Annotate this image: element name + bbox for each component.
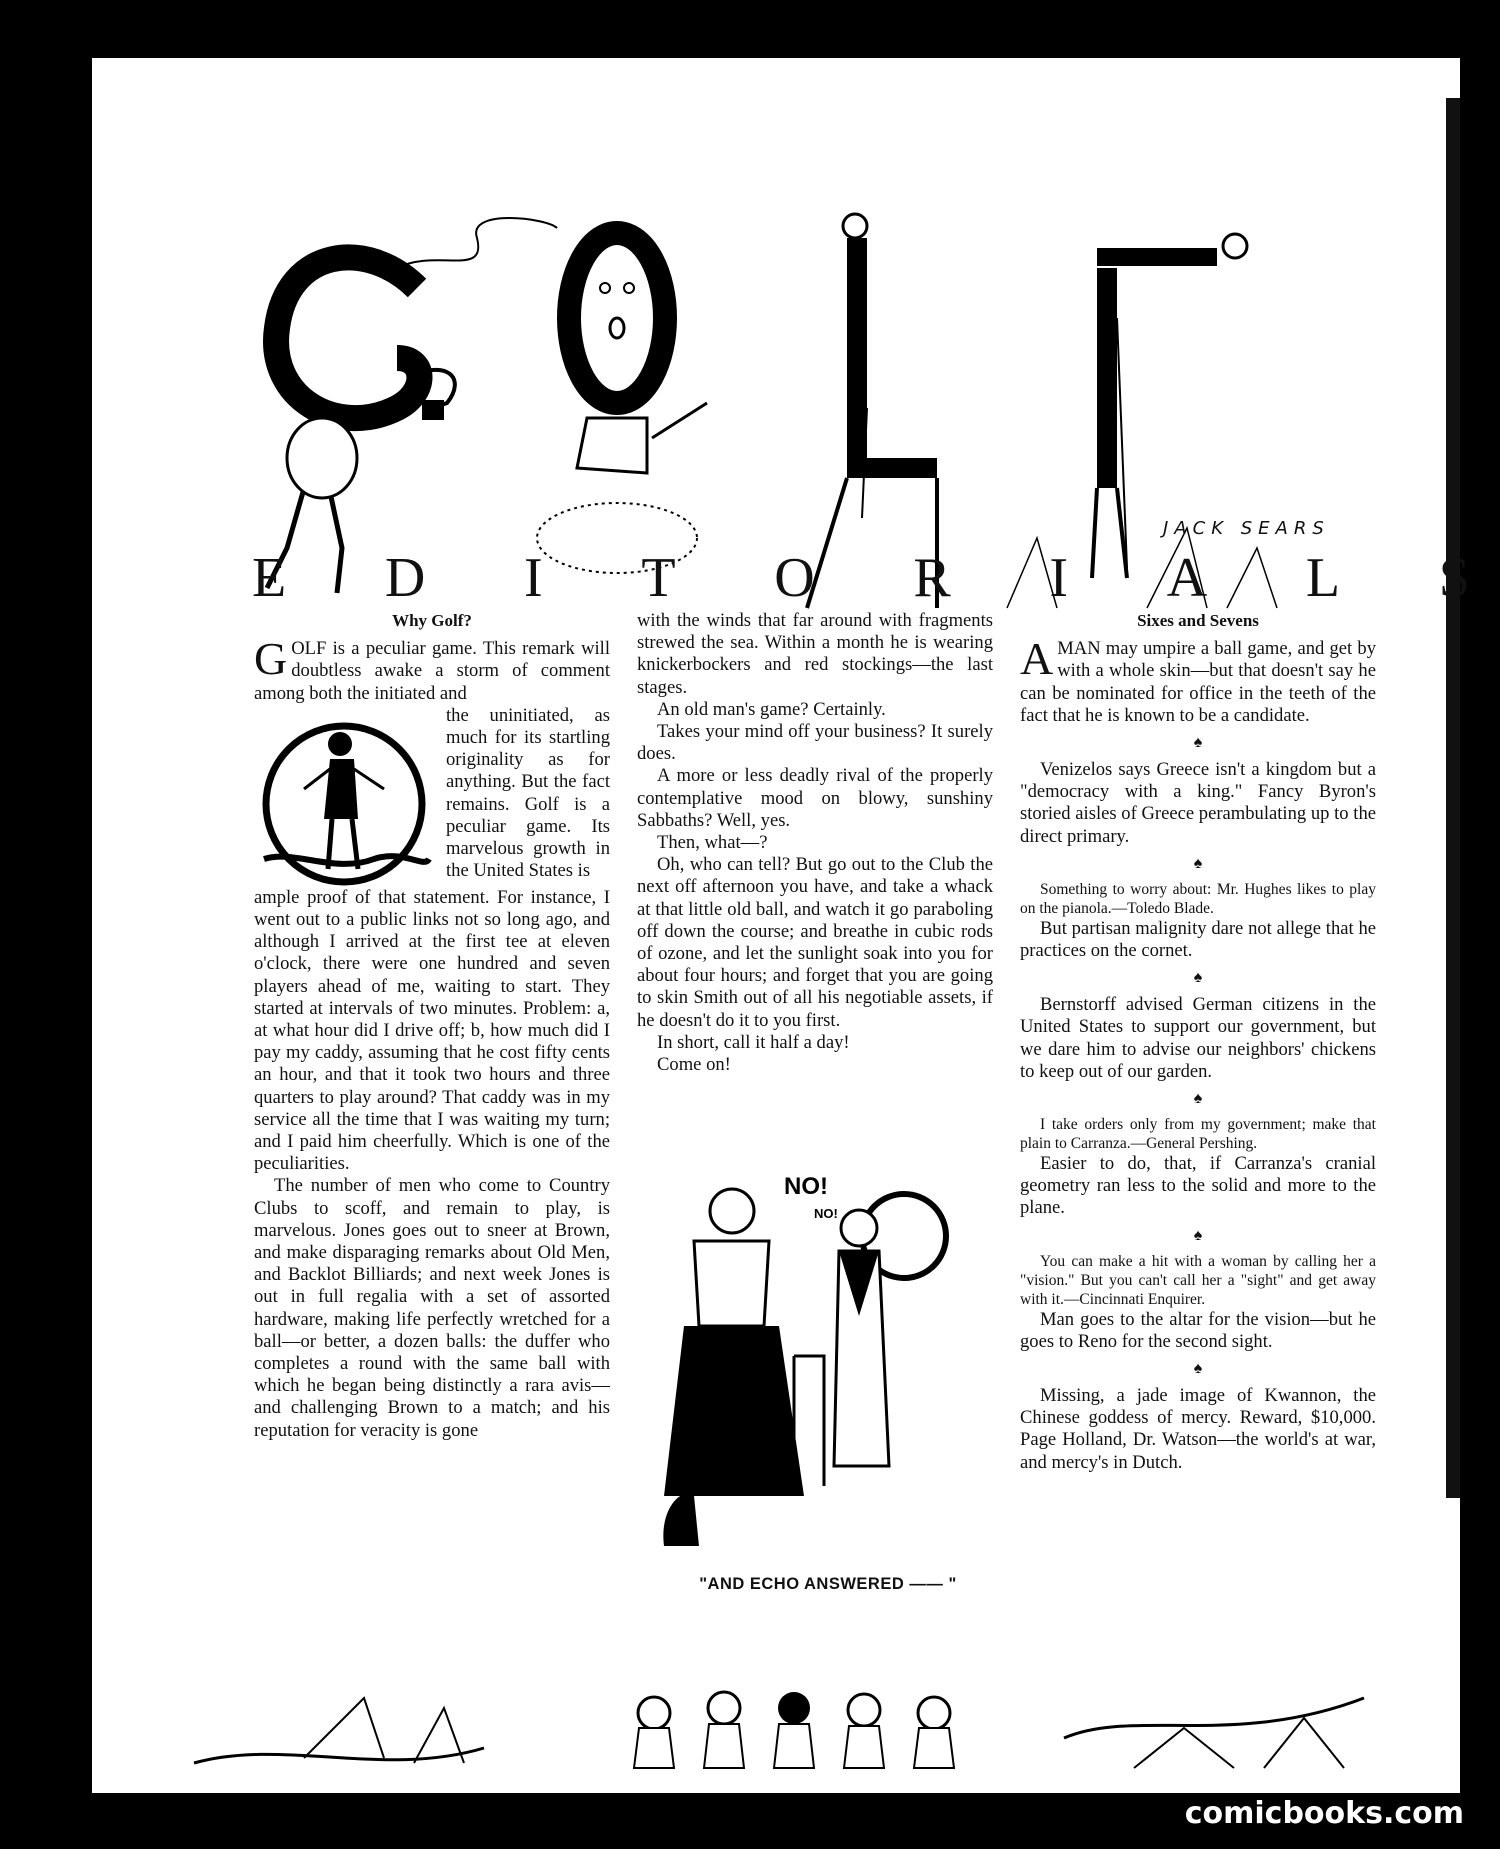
- paragraph: Bernstorff advised German citizens in the United States to support our government, but we dare him to advise our neighbors' chickens to keep out of our garden.: [1020, 994, 1376, 1082]
- paragraph: ample proof of that statement. For instance, I went out to a public links not so long ago, and although I arrived at the first tee at eleven o'clock, there were one hundred and seven players ahead of me, waiting to start. They started at intervals of two minutes. Problem: a, at what hour did I drive off; b, how much did I pay my caddy, assuming that he cost fifty cents an hour, and that it took two hours and three quarters to play around? That caddy was in my service all the time that I was waiting my turn; and I paid him cheerfully. Which is one of the peculiarities.: [254, 886, 610, 1175]
- column-sixes-and-sevens: [1020, 610, 1376, 1474]
- heading-letter: D: [384, 547, 428, 609]
- paragraph: The number of men who come to Country Clubs to scoff, and remain to play, is marvelous. Jones goes out to sneer at Brown, and make disparaging remarks about Old Men, and Backlot Billiards; and next week Jones is out in full regalia with a set of assorted hardware, making life perfectly wretched for a ball—or better, a dozen balls: the duffer who completes a round with the same ball with which he began being distinctly a rara avis—and challenging Brown to a match; and his reputation for veracity is gone: [254, 1175, 610, 1441]
- spade-separator: ♠: [1193, 1226, 1203, 1244]
- bather-illustration: [254, 709, 436, 887]
- spade-separator: ♠: [1193, 854, 1203, 872]
- paragraph: Oh, who can tell? But go out to the Club the next off afternoon you have, and take a whack at that little old ball, and watch it go paraboling off down the course; and breathe in cubic rods of ozone, and let the sunlight soak into you for about four hours; and forget that you are going to skin Smith out of all his negotiable assets, if he doesn't do it to you first.: [637, 854, 993, 1031]
- paragraph: Come on!: [657, 1054, 731, 1076]
- letter-g-figure: [267, 218, 557, 593]
- paragraph: In short, call it half a day!: [657, 1031, 850, 1053]
- column-why-golf: [254, 610, 610, 1442]
- heading-letter: S: [1438, 547, 1472, 609]
- quoted-item: Something to worry about: Mr. Hughes likes to play on the pianola.—Toledo Blade.: [1020, 880, 1376, 917]
- telephone-cartoon: [654, 1166, 990, 1566]
- heading-letter: O: [774, 547, 817, 609]
- column-continued: [637, 610, 993, 1076]
- article-heading: Sixes and Sevens: [1137, 611, 1259, 630]
- drop-cap: G: [254, 633, 288, 685]
- paragraph: AMAN may umpire a ball game, and get by with a whole skin—but that doesn't say he can be nominated for office in the teeth of the fact that he is known to be a candidate.: [1020, 633, 1376, 726]
- spade-separator: ♠: [1193, 1360, 1203, 1378]
- quoted-item: I take orders only from my government; make that plain to Carranza.—General Pershing.: [1020, 1116, 1376, 1153]
- artist-signature: JACK SEARS: [1163, 518, 1330, 539]
- quoted-item: You can make a hit with a woman by calling her a "vision." But you can't call her a "sight" and get away with it.—Cincinnati Enquirer.: [1020, 1252, 1376, 1308]
- paragraph: Then, what—?: [657, 832, 768, 854]
- heading-letter: I: [524, 547, 545, 609]
- letter-o-figure: [537, 233, 707, 573]
- paragraph: Man goes to the altar for the vision—but he goes to Reno for the second sight.: [1020, 1308, 1376, 1352]
- paragraph: the uninitiated, as much for its startling originality as for anything. But the fact remains. Golf is a peculiar game. Its marvelous growth in the United States is: [446, 704, 610, 882]
- magazine-page: [92, 58, 1472, 1793]
- paragraph: Easier to do, that, if Carranza's cranial geometry ran less to the solid and more to the plane.: [1020, 1153, 1376, 1219]
- page-gutter: [1446, 98, 1460, 1498]
- paragraph: Takes your mind off your business? It surely does.: [637, 721, 993, 765]
- drop-cap: A: [1020, 633, 1054, 685]
- heading-letter: I: [1049, 547, 1071, 609]
- paragraph: Venizelos says Greece isn't a kingdom but a "democracy with a king." Fancy Byron's storied aisles of Greece perambulating up to the direct primary.: [1020, 759, 1376, 847]
- paragraph: But partisan malignity dare not allege that he practices on the cornet.: [1020, 917, 1376, 962]
- cartoon-shout-1: NO!: [784, 1173, 828, 1200]
- article-heading: Why Golf?: [392, 611, 472, 630]
- paragraph: Missing, a jade image of Kwannon, the Chinese goddess of mercy. Reward, $10,000. Page Holland, Dr. Watson—the world's at war, and mercy's in Dutch.: [1020, 1385, 1376, 1473]
- watermark: comicbooks.com: [1184, 1796, 1464, 1831]
- cartoon-caption: "AND ECHO ANSWERED —— ": [699, 1575, 957, 1593]
- spade-separator: ♠: [1193, 969, 1203, 987]
- paragraph: GOLF is a peculiar game. This remark will doubtless awake a storm of comment among both the initiated and: [254, 633, 610, 704]
- heading-letter: R: [913, 547, 953, 609]
- bottom-frieze-illustration: [184, 1668, 1384, 1778]
- heading-letter: L: [1305, 547, 1343, 609]
- spade-separator: ♠: [1193, 734, 1203, 752]
- cartoon-shout-2: NO!: [814, 1206, 838, 1221]
- spade-separator: ♠: [1193, 1090, 1203, 1108]
- paragraph: with the winds that far around with fragments strewed the sea. Within a month he is wearing knickerbockers and red stockings—the last stages.: [637, 610, 993, 698]
- editorials-heading: [252, 546, 1472, 610]
- heading-letter: A: [1166, 547, 1210, 609]
- paragraph: A more or less deadly rival of the properly contemplative mood on blowy, sunshiny Sabbaths? Well, yes.: [637, 765, 993, 831]
- heading-letter: E: [252, 547, 289, 609]
- heading-letter: T: [641, 547, 678, 609]
- paragraph: An old man's game? Certainly.: [657, 698, 886, 720]
